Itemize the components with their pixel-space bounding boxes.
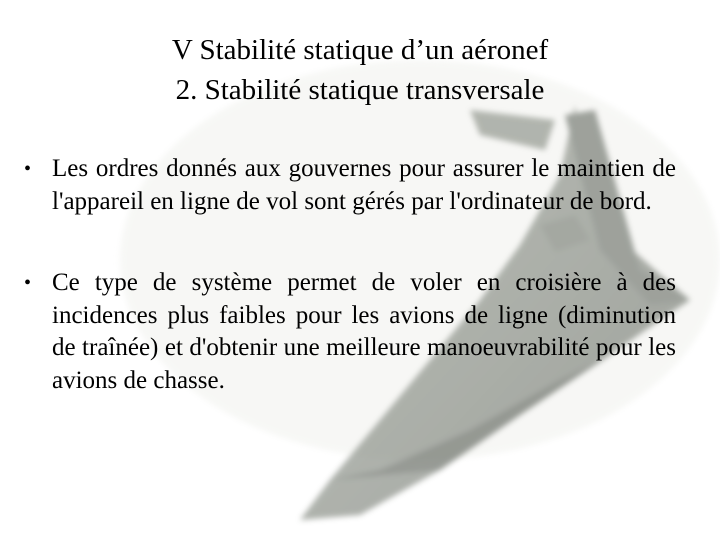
bullet-text-1: Les ordres donnés aux gouvernes pour assurer le maintien de l'appareil en ligne de vol sont gérés par l'ordinateur de bord. xyxy=(52,155,676,215)
title-line-2: 2. Stabilité statique transversale xyxy=(175,74,545,106)
bullet-text-2: Ce type de système permet de voler en croisière à des incidences plus faibles pour les avions de ligne (diminution de traînée) et d'obtenir une meilleure manoeuvrabilité pour les avions de chasse. xyxy=(52,269,676,394)
bullet-dot-icon: • xyxy=(24,272,32,294)
bullet-list xyxy=(20,153,676,397)
slide-title xyxy=(0,30,720,110)
bullet-item-1 xyxy=(20,153,676,218)
bullet-item-2 xyxy=(20,267,676,397)
bullet-dot-icon: • xyxy=(24,158,32,180)
title-line-1: V Stabilité statique d’un aéronef xyxy=(171,34,549,66)
